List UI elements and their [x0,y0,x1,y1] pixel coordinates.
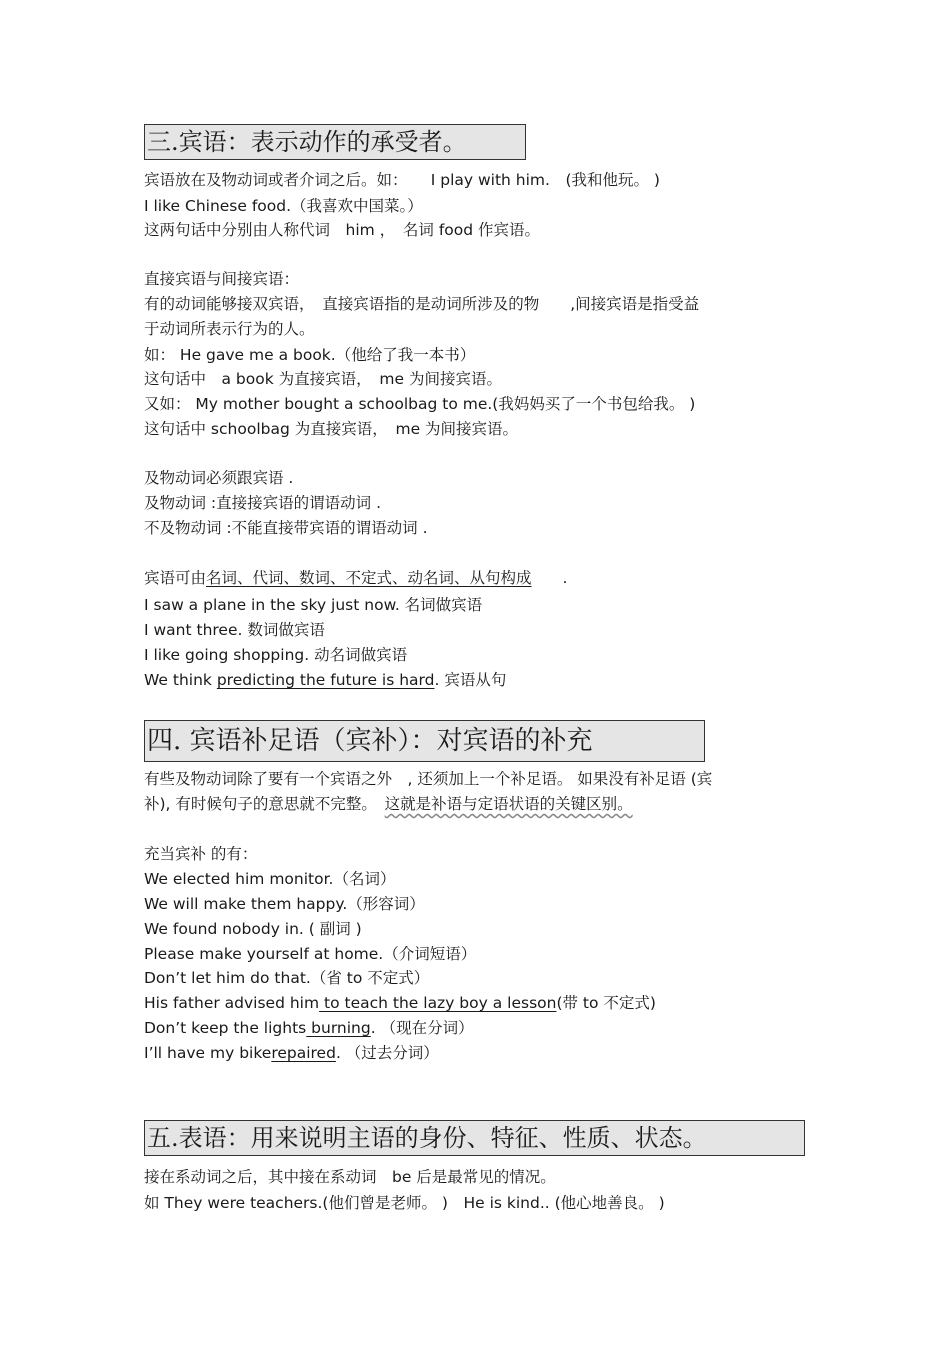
underlined-text: repaired [271,1044,336,1062]
text-segment: (带 to 不定式) [556,994,656,1012]
text-segment: . [531,569,568,587]
text-line [144,794,633,814]
text-line: 及物动词 :直接接宾语的谓语动词 . [144,494,382,512]
text-line [144,993,656,1013]
text-line: 不及物动词 :不能直接带宾语的谓语动词 . [144,519,428,537]
text-line: 如 They were teachers.(他们曾是老师。 ) He is kind.. (他心地善良。 ) [144,1194,665,1212]
text-segment: Don’t keep the lights [144,1019,307,1037]
text-line: Don’t let him do that.（省 to 不定式） [144,969,430,987]
text-line: 充当宾补 的有： [144,845,258,863]
text-segment: 补), 有时候句子的意思就不完整。 [144,795,385,813]
text-segment: 宾语可由 [144,569,207,587]
text-line: 有些及物动词除了要有一个宾语之外 , 还须加上一个补足语。 如果没有补足语 (宾 [144,770,713,788]
underlined-text: burning [306,1019,371,1037]
text-line: We elected him monitor.（名词） [144,870,396,888]
text-line: I saw a plane in the sky just now. 名词做宾语 [144,596,483,614]
text-line: 于动词所表示行为的人。 [144,320,315,338]
text-line: 这两句话中分别由人称代词 him ， 名词 food 作宾语。 [144,221,541,239]
text-line: 接在系动词之后，其中接在系动词 be 后是最常见的情况。 [144,1168,556,1186]
text-line [144,1018,474,1038]
text-line [144,568,567,588]
text-line: We found nobody in. ( 副词 ) [144,920,362,938]
text-line: 如： He gave me a book.（他给了我一本书） [144,346,476,364]
text-line: 这句话中 schoolbag 为直接宾语， me 为间接宾语。 [144,420,519,438]
underlined-text: to teach the lazy boy a lesson [319,994,557,1012]
text-line: 及物动词必须跟宾语 . [144,469,294,487]
text-line: We will make them happy.（形容词） [144,895,425,913]
underlined-text: 名词、代词、数词、不定式、动名词、从句构成 [206,569,532,587]
text-line: I want three. 数词做宾语 [144,621,325,639]
text-line: Please make yourself at home.（介词短语） [144,945,477,963]
text-segment: . （过去分词） [335,1044,439,1062]
text-segment: . 宾语从句 [434,671,507,689]
text-line: 又如： My mother bought a schoolbag to me.(我妈妈买了一个书包给我。 ) [144,395,696,413]
section-5-heading: 五.表语：用来说明主语的身份、特征、性质、状态。 [144,1120,805,1156]
text-segment: . （现在分词） [370,1019,474,1037]
text-line [144,670,506,690]
text-line: 这句话中 a book 为直接宾语， me 为间接宾语。 [144,370,502,388]
text-segment: We think [144,671,217,689]
text-line: 有的动词能够接双宾语， 直接宾语指的是动词所涉及的物 ,间接宾语是指受益 [144,295,700,313]
underlined-text: 这就是补语与定语状语的关键区别。 [384,795,633,813]
text-line: 直接宾语与间接宾语： [144,270,300,288]
text-segment: His father advised him [144,994,320,1012]
section-3-heading: 三.宾语：表示动作的承受者。 [144,124,526,160]
text-segment: I’ll have my bike [144,1044,272,1062]
text-line: 宾语放在及物动词或者介词之后。如： I play with him. (我和他玩。 ) [144,171,660,189]
section-4-heading: 四. 宾语补足语（宾补）：对宾语的补充 [144,720,705,762]
underlined-text: predicting the future is hard [216,671,435,689]
text-line: I like Chinese food.（我喜欢中国菜。） [144,197,423,215]
text-line: I like going shopping. 动名词做宾语 [144,646,408,664]
text-line [144,1043,439,1063]
